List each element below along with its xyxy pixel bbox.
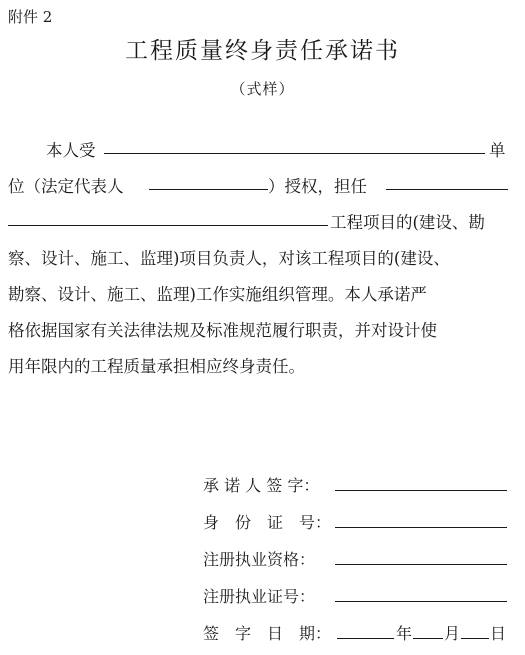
attachment-label: 附件 2	[8, 8, 53, 26]
year-blank[interactable]	[337, 638, 394, 639]
body-line1-suffix: 单	[489, 141, 506, 160]
day-label: 日	[490, 624, 507, 643]
cert-number-blank[interactable]	[335, 601, 507, 602]
body-line1-prefix: 本人受	[46, 141, 96, 160]
year-label: 年	[396, 624, 413, 643]
authorizing-unit-blank[interactable]	[104, 153, 485, 154]
project-name-blank[interactable]	[8, 225, 328, 226]
id-number-label: 身 份 证 号：	[203, 513, 332, 532]
document-title: 工程质量终身责任承诺书	[125, 38, 400, 64]
signer-blank[interactable]	[335, 490, 507, 491]
qualification-label: 注册执业资格：	[203, 550, 316, 569]
body-line2-a: 位（法定代表人	[8, 177, 124, 196]
legal-representative-blank[interactable]	[149, 189, 268, 190]
body-line6: 格依据国家有关法律法规及标准规范履行职责，并对设计使	[8, 321, 437, 340]
body-line2-b: ）授权，担任	[268, 177, 367, 196]
body-line4: 察、设计、施工、监理)项目负责人，对该工程项目的(建设、	[8, 249, 450, 268]
body-line7: 用年限内的工程质量承担相应终身责任。	[8, 357, 305, 376]
body-line5: 勘察、设计、施工、监理)工作实施组织管理。本人承诺严	[8, 285, 427, 304]
id-number-blank[interactable]	[335, 527, 507, 528]
month-label: 月	[444, 624, 461, 643]
position-blank[interactable]	[386, 189, 508, 190]
day-blank[interactable]	[461, 638, 489, 639]
document-subtitle: （式样）	[230, 80, 295, 98]
body-line3-suffix: 工程项目的(建设、勘	[330, 213, 485, 232]
date-label: 签 字 日 期：	[203, 624, 332, 643]
qualification-blank[interactable]	[335, 564, 507, 565]
cert-number-label: 注册执业证号：	[203, 587, 316, 606]
signer-label: 承 诺 人 签 字：	[203, 476, 320, 495]
month-blank[interactable]	[413, 638, 443, 639]
